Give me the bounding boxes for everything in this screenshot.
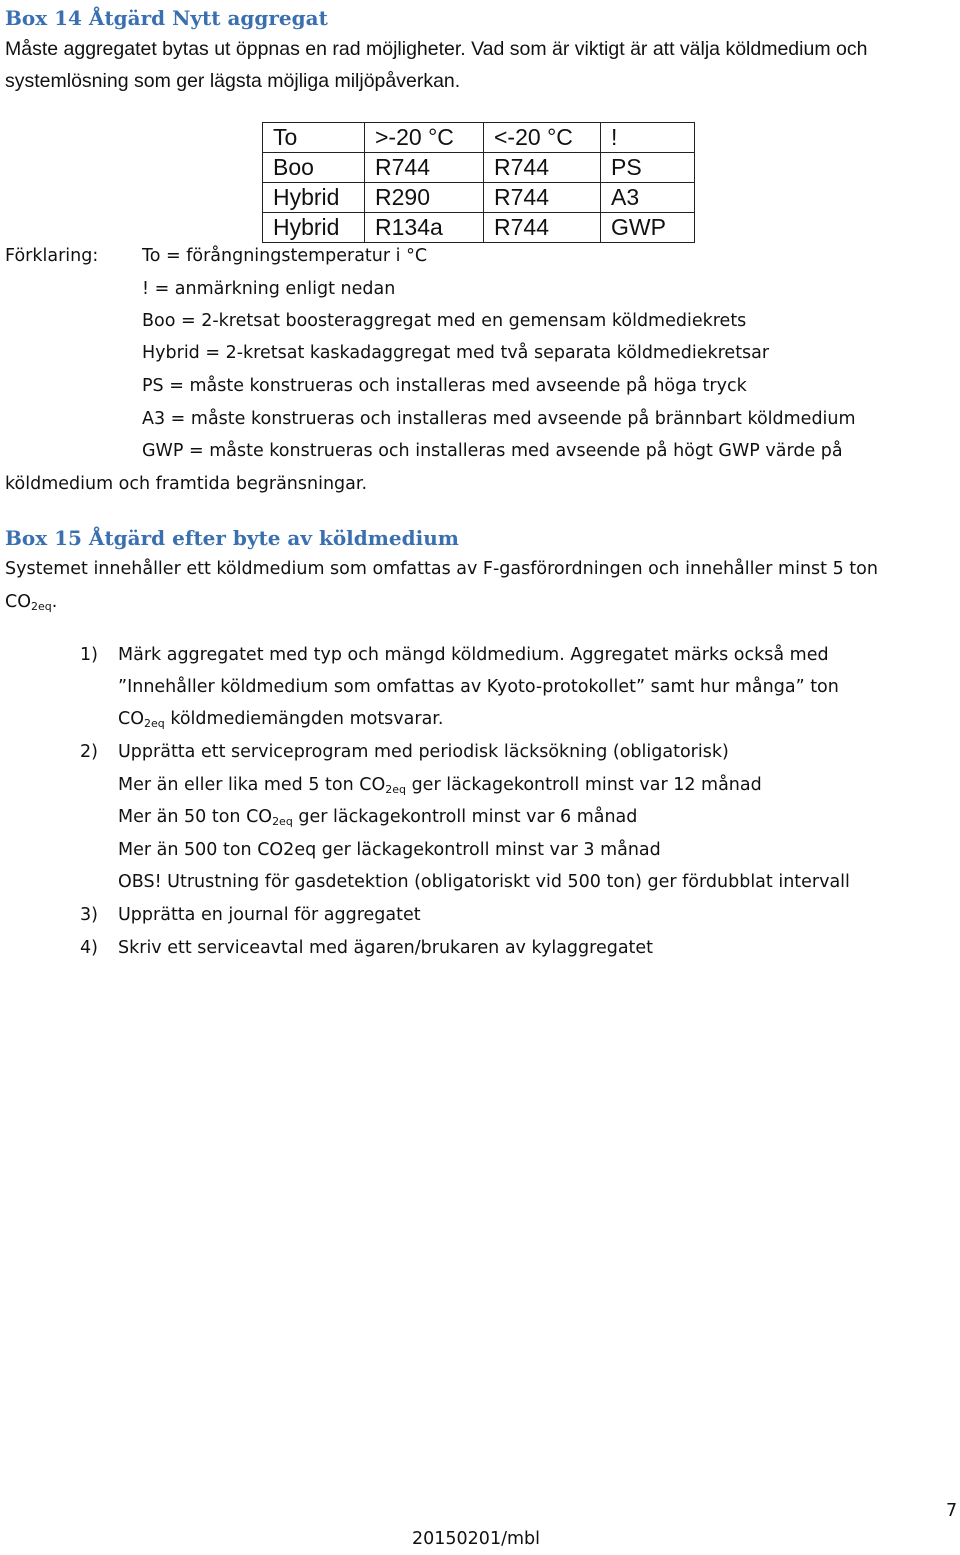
footer-code: 20150201/mbl <box>412 1529 540 1549</box>
legend-line: PS = måste konstrueras och installeras med avseende på höga tryck <box>142 376 747 396</box>
legend-line: GWP = måste konstrueras och installeras med avseende på högt GWP värde på <box>142 441 843 461</box>
table-cell: <-20 °C <box>484 123 601 153</box>
table-cell: PS <box>601 153 695 183</box>
legend-line: Boo = 2-kretsat boosteraggregat med en gemensam köldmediekrets <box>142 311 747 331</box>
list-item: Mer än 50 ton $CO_{2eq}$ ger läckagekontroll minst var 6 månad <box>118 807 638 828</box>
list-number: 4) <box>80 938 98 958</box>
list-item: Upprätta ett serviceprogram med periodisk läcksökning (obligatorisk) <box>118 742 729 762</box>
table-row <box>263 123 695 153</box>
box15-intro-line1: Systemet innehåller ett köldmedium som omfattas av F-gasförordningen och innehåller minst 5 ton <box>5 559 878 579</box>
legend-line: ! = anmärkning enligt nedan <box>142 279 396 299</box>
table-cell: R134a <box>365 213 484 243</box>
table-cell: >-20 °C <box>365 123 484 153</box>
table-cell: A3 <box>601 183 695 213</box>
table-cell: To <box>263 123 365 153</box>
box14-intro-line1: Måste aggregatet bytas ut öppnas en rad möjligheter. Vad som är viktigt är att välja köldmedium och <box>5 38 868 60</box>
list-item: Mer än 500 ton CO2eq ger läckagekontroll minst var 3 månad <box>118 840 661 860</box>
list-number: 2) <box>80 742 98 762</box>
table-cell: ! <box>601 123 695 153</box>
table-row <box>263 213 695 243</box>
table-cell: R744 <box>484 183 601 213</box>
table-cell: R744 <box>484 153 601 183</box>
box15-title: Box 15 Åtgärd efter byte av köldmedium <box>5 526 459 550</box>
box14-intro-line2: systemlösning som ger lägsta möjliga miljöpåverkan. <box>5 70 461 92</box>
refrigerant-table <box>262 122 695 243</box>
table-cell: R744 <box>484 213 601 243</box>
box14-title: Box 14 Åtgärd Nytt aggregat <box>5 6 328 30</box>
box15-intro-line2: $CO_{2eq}$. <box>5 592 58 613</box>
table-row <box>263 183 695 213</box>
list-item: ”Innehåller köldmedium som omfattas av Kyoto-protokollet” samt hur många” ton <box>118 677 839 697</box>
legend-line: A3 = måste konstrueras och installeras med avseende på brännbart köldmedium <box>142 409 856 429</box>
list-item: Mer än eller lika med 5 ton $CO_{2eq}$ ger läckagekontroll minst var 12 månad <box>118 775 762 796</box>
list-item: Märk aggregatet med typ och mängd köldmedium. Aggregatet märks också med <box>118 645 829 665</box>
table-cell: Hybrid <box>263 183 365 213</box>
list-item: OBS! Utrustning för gasdetektion (obligatoriskt vid 500 ton) ger fördubblat intervall <box>118 872 850 892</box>
legend-wrap: köldmedium och framtida begränsningar. <box>5 474 368 494</box>
table-cell: GWP <box>601 213 695 243</box>
list-number: 3) <box>80 905 98 925</box>
list-item: Skriv ett serviceavtal med ägaren/brukaren av kylaggregatet <box>118 938 654 958</box>
table-cell: R290 <box>365 183 484 213</box>
table-row <box>263 153 695 183</box>
legend-line: Hybrid = 2-kretsat kaskadaggregat med två separata köldmediekretsar <box>142 343 770 363</box>
page-number: 7 <box>946 1501 958 1521</box>
table-cell: Hybrid <box>263 213 365 243</box>
list-item: $CO_{2eq}$ köldmediemängden motsvarar. <box>118 709 444 730</box>
list-item: Upprätta en journal för aggregatet <box>118 905 421 925</box>
legend-line: To = förångningstemperatur i °C <box>142 246 428 266</box>
table-cell: R744 <box>365 153 484 183</box>
legend-label: Förklaring: <box>5 246 99 266</box>
table-cell: Boo <box>263 153 365 183</box>
list-number: 1) <box>80 645 98 665</box>
